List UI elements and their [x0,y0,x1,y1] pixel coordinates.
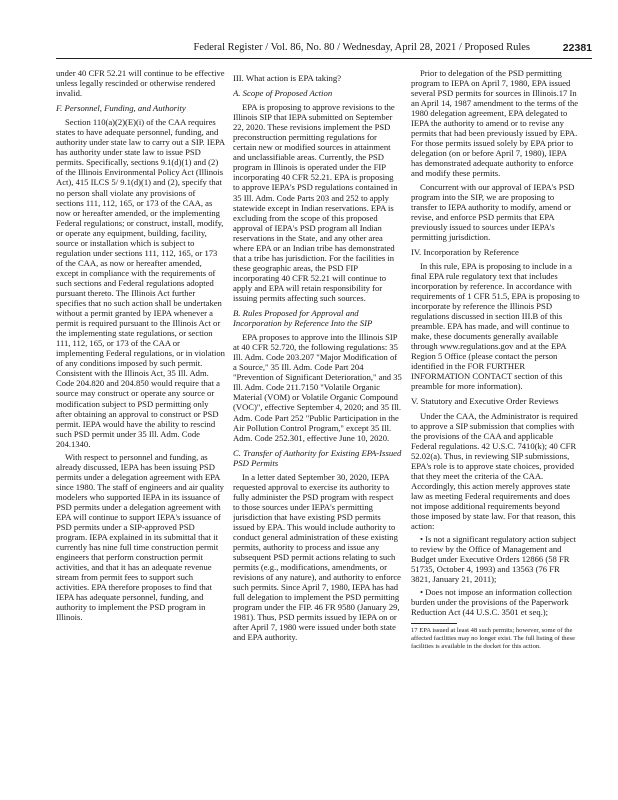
running-title: Federal Register / Vol. 86, No. 80 / Wednesday, April 28, 2021 / Proposed Rules [193,42,530,53]
header-rule [56,58,592,59]
paragraph: EPA proposes to approve into the Illinois SIP at 40 CFR 52.720, the following regulations: 35 Ill. Adm. Code 203.207 "Major Modification of a Source," 35 Ill. Adm. Code Part 204 "Prevention of Significant Deterioration," and 35 Ill. Adm. Code 211.7150 "Volatile Organic Material (VOM) or Volatile Organic Compound (VOC)", effective September 4, 2020; and 35 Ill. Adm. Code Part 252 "Public Participation in the Air Pollution Control Program," except 35 Ill. Adm. Code 252.301, effective June 10, 2020. [233,332,402,443]
bullet-item: • Is not a significant regulatory action subject to review by the Office of Management and Budget under Executive Orders 12866 (58 FR 51735, October 4, 1993) and 13563 (76 FR 3821, January 21, 2011); [411,534,576,585]
section-heading-transfer: C. Transfer of Authority for Existing EPA-Issued PSD Permits [233,447,402,468]
section-heading-rules: B. Rules Proposed for Approval and Incorporation by Reference Into the SIP [233,308,373,329]
section-heading-action: III. What action is EPA taking? [233,73,342,83]
paragraph: With respect to personnel and funding, as already discussed, IEPA has been issuing PSD permits under a delegation agreement with EPA since 1980. The staff of engineers and air quality modelers who supported IEPA in its issuance of PSD permits under a delegation agreement with EPA will continue to support IEPA's issuance of PSD permits under a SIP-approved PSD program. IEPA explained in its submittal that it currently has nine full time construction permit engineers that perform construction permit activities, and that it has an adequate revenue stream from permit fees to support such activities. EPA therefore proposes to find that IEPA has adequate personnel, funding, and authority to implement the PSD program in Illinois. [56,451,224,623]
paragraph: Prior to delegation of the PSD permitting program to IEPA on April 7, 1980, EPA issued several PSD permits for sources in Illinois.17 In an April 14, 1987 amendment to the terms of the 1980 delegation agreement, EPA delegated to IEPA the authority to amend or to revise any permits that had been previously issued by EPA. For those permits issued solely by EPA prior to delegation (on or before April 7, 1980), IEPA has demonstrated adequate authority to enforce and modify these permits. [411,68,579,179]
paragraph: under 40 CFR 52.21 will continue to be effective unless legally rescinded or otherwise rendered invalid. [56,68,225,99]
column-middle [233,68,402,780]
section-heading-statutory: V. Statutory and Executive Order Reviews [411,396,559,407]
column-right [411,68,580,780]
paragraph: Section 110(a)(2)(E)(i) of the CAA requires states to have adequate personnel, funding, and authority under state law to carry out a SIP. IEPA has authority under state law to issue PSD permits. Specifically, sections 9.1(d)(1) and (2) of the Illinois Environmental Policy Act (Illinois Act), 415 ILCS 5/ 9.1(d)(1) and (2), specify that no person shall violate any provisions of sections 111, 112, 165, or 173 of the CAA, as now or hereafter amended, or the implementing Federal regulations; or construct, install, modify, or operate any equipment, building, facility, source or installation which is subject to regulation under sections 111, 112, 165, or 173 of the CAA, as now or hereafter amended, except in compliance with the requirements of such sections and Federal regulations adopted pursuant thereto. The Illinois Act further specifies that no such action shall be undertaken without a permit granted by IEPA whenever a permit is required pursuant to the Illinois Act or the implementing state regulations, or section 111, 112, 165, or 173 of the CAA or implementing Federal regulations, or in violation of any conditions imposed by such permit. Consistent with the Illinois Act, 35 Ill. Adm. Code 204.820 and 204.850 would require that a source may construct or operate any source or modification subject to PSD permitting only after obtaining an approval to construct or PSD permit. IEPA would have the ability to rescind such PSD permit under 35 Ill. Adm. Code 204.1340. [56,117,225,449]
paragraph: Concurrent with our approval of IEPA's PSD program into the SIP, we are proposing to transfer to IEPA authority to modify, amend or revise, and enforce PSD permits that EPA previously issued to sources under IEPA's permitting jurisdiction. [411,181,575,242]
section-heading-personnel: F. Personnel, Funding, and Authority [56,103,186,114]
paragraph: In this rule, EPA is proposing to include in a final EPA rule regulatory text that includes incorporation by reference. In accordance with requirements of 1 CFR 51.5, EPA is proposing to incorporate by reference the Illinois PSD regulations discussed in section III.B of this preamble. EPA has made, and will continue to make, these documents generally available through www.regulations.gov and at the EPA Region 5 Office (please contact the person identified in the FOR FURTHER INFORMATION CONTACT section of this preamble for more information). [411,260,580,392]
page-number: 22381 [562,42,592,54]
paragraph: Under the CAA, the Administrator is required to approve a SIP submission that complies with the provisions of the CAA and applicable Federal regulations. 42 U.S.C. 7410(k); 40 CFR 52.02(a). Thus, in reviewing SIP submissions, EPA's role is to approve state choices, provided that they meet the criteria of the CAA. Accordingly, this action merely approves state law as meeting Federal requirements and does not impose additional requirements beyond those imposed by state law. For that reason, this action: [411,410,578,532]
section-heading-ibr: IV. Incorporation by Reference [411,246,519,257]
footnote-rule [411,623,457,624]
section-heading-scope: A. Scope of Proposed Action [233,88,333,99]
footnote: 17 EPA issued at least 48 such permits; however, some of the affected facilities may no longer exist. The full listing of these facilities is available in the docket for this action. [411,627,576,650]
paragraph: In a letter dated September 30, 2020, IEPA requested approval to exercise its authority to fully administer the PSD program with respect to those sources under IEPA's permitting jurisdiction that have existing PSD permits issued by EPA. This would include authority to conduct general administration of these existing permits, authority to process and issue any subsequent PSD permit actions relating to such permits (e.g., modifications, amendments, or revisions of any nature), and authority to enforce such permits. Since April 7, 1980, IEPA has had full delegation to implement the PSD permitting program under the FIP. 46 FR 9580 (January 29, 1981). Thus, PSD permits issued by IEPA on or after April 7, 1980 were issued under both state and EPA authority. [233,471,401,643]
bullet-item: • Does not impose an information collection burden under the provisions of the Paperwork Reduction Act (44 U.S.C. 3501 et seq.); [411,587,572,618]
paragraph: EPA is proposing to approve revisions to the Illinois SIP that IEPA submitted on September 22, 2020. These revisions implement the PSD preconstruction permitting regulations for certain new or modified sources in attainment and unclassifiable areas. Currently, the PSD program in Illinois is operated under the FIP incorporating 40 CFR 52.21. EPA is proposing to approve IEPA's PSD regulations contained in 35 Ill. Adm. Code Parts 203 and 252 to apply statewide except in Indian reservations. EPA is excluding from the scope of this proposed approval of IEPA's PSD program all Indian reservations in the State, and any other area where EPA or an Indian tribe has demonstrated that a tribe has jurisdiction. For the facilities in these geographic areas, the PSD FIP incorporating 40 CFR 52.21 will continue to apply and EPA will retain responsibility for issuing permits affecting such sources. [233,102,398,303]
running-header [56,40,592,56]
column-left [56,68,225,780]
